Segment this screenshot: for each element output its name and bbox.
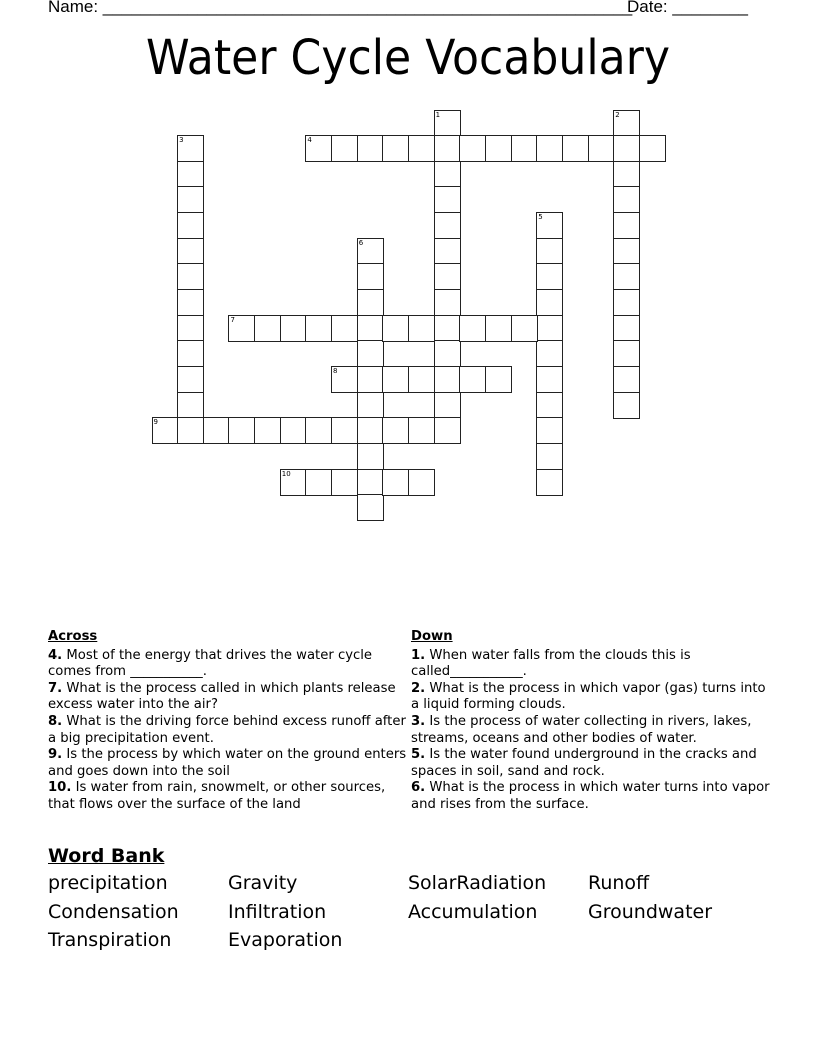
crossword-cell[interactable]: [357, 340, 384, 367]
clue-number: 5.: [411, 747, 426, 763]
word-bank-item: Evaporation: [228, 929, 343, 951]
clue-number: 6.: [411, 780, 426, 796]
clue-number-label: 2: [615, 110, 620, 119]
clue-across-10: [48, 780, 408, 813]
crossword-cell[interactable]: [536, 135, 563, 162]
crossword-cell[interactable]: [280, 469, 307, 496]
crossword-cell[interactable]: [382, 315, 409, 342]
crossword-cell[interactable]: [613, 161, 640, 188]
clue-number: 3.: [411, 713, 426, 729]
crossword-cell[interactable]: [203, 417, 230, 444]
crossword-cell[interactable]: [280, 315, 307, 342]
crossword-cell[interactable]: [177, 417, 204, 444]
clue-down-5: [411, 747, 771, 780]
crossword-cell[interactable]: [536, 263, 563, 290]
clue-number-label: 1: [435, 110, 441, 119]
crossword-cell[interactable]: [357, 315, 384, 342]
crossword-cell[interactable]: [177, 212, 204, 239]
crossword-cell[interactable]: [254, 315, 281, 342]
crossword-cell[interactable]: [639, 135, 666, 162]
crossword-cell[interactable]: [331, 366, 358, 393]
crossword-cell[interactable]: [331, 315, 358, 342]
crossword-cell[interactable]: [434, 366, 461, 393]
clue-down-3: [411, 714, 771, 747]
crossword-cell[interactable]: [613, 263, 640, 290]
clue-number-label: 9: [153, 418, 158, 427]
crossword-cell[interactable]: [305, 469, 332, 496]
crossword-cell[interactable]: [408, 417, 435, 444]
crossword-cell[interactable]: [536, 289, 563, 316]
crossword-cell[interactable]: [613, 366, 640, 393]
crossword-cell[interactable]: [357, 469, 384, 496]
clue-number-label: 10: [281, 469, 291, 478]
crossword-cell[interactable]: [408, 135, 435, 162]
crossword-cell[interactable]: [280, 417, 307, 444]
crossword-cell[interactable]: [357, 392, 384, 419]
crossword-cell[interactable]: [177, 238, 204, 265]
crossword-cell[interactable]: [562, 135, 589, 162]
crossword-cell[interactable]: [613, 186, 640, 213]
crossword-cell[interactable]: [485, 135, 512, 162]
crossword-cell[interactable]: [357, 238, 384, 265]
word-bank-item: Infiltration: [228, 901, 327, 923]
crossword-cell[interactable]: [382, 135, 409, 162]
crossword-cell[interactable]: [434, 161, 461, 188]
crossword-cell[interactable]: [536, 417, 563, 444]
crossword-cell[interactable]: [152, 417, 179, 444]
crossword-cell[interactable]: [613, 289, 640, 316]
clue-text: Is the process by which water on the ground enters and goes down into the soil: [48, 747, 407, 779]
clue-number-label: 6: [358, 238, 364, 247]
word-bank-item: SolarRadiation: [408, 872, 547, 894]
crossword-cell[interactable]: [408, 315, 435, 342]
crossword-cell[interactable]: [613, 135, 640, 162]
clue-text: What is the process called in which plants release excess water into the air?: [48, 680, 396, 713]
clue-number: 8.: [48, 713, 63, 729]
crossword-cell[interactable]: [177, 340, 204, 367]
clue-down-1: [411, 648, 771, 681]
word-bank-item: Runoff: [588, 872, 650, 894]
clue-number-label: 5: [538, 213, 543, 222]
clue-across-9: [48, 747, 408, 780]
crossword-cell[interactable]: [536, 212, 563, 239]
crossword-cell[interactable]: [434, 263, 461, 290]
clue-text: What is the driving force behind excess runoff after a big precipitation event.: [48, 713, 406, 746]
word-bank-item: Condensation: [48, 901, 179, 923]
clue-number: 2.: [411, 680, 426, 696]
clue-across-8: [48, 714, 408, 747]
across-clues: [48, 629, 408, 814]
clue-number-label: 7: [230, 315, 235, 324]
crossword-cell[interactable]: [588, 135, 615, 162]
crossword-cell[interactable]: [177, 289, 204, 316]
crossword-cell[interactable]: [382, 366, 409, 393]
crossword-cell[interactable]: [459, 135, 486, 162]
crossword-cell[interactable]: [177, 366, 204, 393]
crossword-cell[interactable]: [331, 469, 358, 496]
crossword-cell[interactable]: [177, 135, 204, 162]
crossword-cell[interactable]: [536, 315, 563, 342]
crossword-cell[interactable]: [613, 110, 640, 137]
clue-number: 1.: [411, 647, 426, 663]
page-title: Water Cycle Vocabulary: [145, 30, 671, 86]
crossword-cell[interactable]: [408, 366, 435, 393]
crossword-cell[interactable]: [536, 469, 563, 496]
clue-number: 4.: [48, 647, 63, 663]
clue-text: Is the process of water collecting in rivers, lakes, streams, oceans and other bodies of water.: [411, 713, 752, 746]
crossword-cell[interactable]: [536, 392, 563, 419]
crossword-cell[interactable]: [434, 238, 461, 265]
crossword-cell[interactable]: [613, 315, 640, 342]
crossword-cell[interactable]: [305, 135, 332, 162]
word-bank-title: Word Bank: [48, 845, 165, 867]
crossword-cell[interactable]: [485, 315, 512, 342]
crossword-cell[interactable]: [305, 315, 332, 342]
clue-number: 10.: [48, 780, 72, 796]
crossword-cell[interactable]: [331, 135, 358, 162]
crossword-cell[interactable]: [613, 238, 640, 265]
crossword-cell[interactable]: [305, 417, 332, 444]
crossword-cell[interactable]: [228, 417, 255, 444]
crossword-cell[interactable]: [357, 263, 384, 290]
word-bank-item: Transpiration: [48, 929, 172, 951]
crossword-cell[interactable]: [434, 186, 461, 213]
crossword-cell[interactable]: [177, 263, 204, 290]
crossword-cell[interactable]: [511, 135, 538, 162]
clue-number: 7.: [48, 680, 63, 696]
clue-down-6: [411, 780, 771, 813]
clue-text: What is the process in which vapor (gas) turns into a liquid forming clouds.: [411, 680, 766, 713]
crossword-cell[interactable]: [357, 443, 384, 470]
crossword-cell[interactable]: [434, 110, 461, 137]
crossword-cell[interactable]: [613, 392, 640, 419]
crossword-cell[interactable]: [459, 366, 486, 393]
crossword-cell[interactable]: [459, 315, 486, 342]
crossword-cell[interactable]: [357, 366, 384, 393]
clue-number-label: 3: [179, 136, 184, 145]
word-bank-item: Accumulation: [408, 901, 538, 923]
down-heading: Down: [411, 629, 453, 644]
crossword-cell[interactable]: [177, 315, 204, 342]
crossword-cell[interactable]: [177, 186, 204, 213]
clue-across-4: [48, 648, 408, 681]
crossword-cell[interactable]: [434, 392, 461, 419]
word-bank-item: Groundwater: [588, 901, 713, 923]
clue-text: When water falls from the clouds this is called___________.: [411, 647, 691, 680]
crossword-cell[interactable]: [536, 238, 563, 265]
date-field[interactable]: Date: ________: [627, 0, 748, 16]
crossword-cell[interactable]: [434, 340, 461, 367]
clue-number-label: 4: [307, 136, 312, 145]
crossword-cell[interactable]: [613, 212, 640, 239]
crossword-cell[interactable]: [408, 469, 435, 496]
crossword-cell[interactable]: [511, 315, 538, 342]
crossword-cell[interactable]: [228, 315, 255, 342]
crossword-cell[interactable]: [382, 417, 409, 444]
word-bank-item: Gravity: [228, 872, 298, 894]
crossword-cell[interactable]: [357, 135, 384, 162]
crossword-cell[interactable]: [536, 443, 563, 470]
crossword-cell[interactable]: [254, 417, 281, 444]
crossword-cell[interactable]: [434, 315, 461, 342]
word-bank-item: precipitation: [48, 872, 168, 894]
crossword-cell[interactable]: [485, 366, 512, 393]
crossword-cell[interactable]: [613, 340, 640, 367]
clue-text: Is water from rain, snowmelt, or other sources, that flows over the surface of the land: [48, 780, 386, 812]
clue-down-2: [411, 681, 771, 714]
crossword-cell[interactable]: [331, 417, 358, 444]
crossword-cell[interactable]: [382, 469, 409, 496]
name-field[interactable]: Name: ________________________________________________________: [48, 0, 633, 16]
crossword-cell[interactable]: [434, 289, 461, 316]
clue-number-label: 8: [333, 367, 338, 375]
crossword-cell[interactable]: [434, 135, 461, 162]
crossword-cell[interactable]: [357, 417, 384, 444]
crossword-cell[interactable]: [177, 392, 204, 419]
clue-text: What is the process in which water turns into vapor and rises from the surface.: [411, 780, 770, 812]
clue-across-7: [48, 681, 408, 714]
crossword-cell[interactable]: [434, 212, 461, 239]
crossword-cell[interactable]: [536, 340, 563, 367]
clue-number: 9.: [48, 747, 63, 763]
crossword-cell[interactable]: [357, 289, 384, 316]
crossword-cell[interactable]: [536, 366, 563, 393]
crossword-cell[interactable]: [434, 417, 461, 444]
crossword-cell[interactable]: [357, 494, 384, 521]
clue-text: Is the water found underground in the cracks and spaces in soil, sand and rock.: [411, 747, 757, 779]
down-clues: [411, 629, 771, 814]
crossword-cell[interactable]: [177, 161, 204, 188]
clue-text: Most of the energy that drives the water cycle comes from ___________.: [48, 647, 373, 680]
across-heading: Across: [48, 629, 98, 644]
